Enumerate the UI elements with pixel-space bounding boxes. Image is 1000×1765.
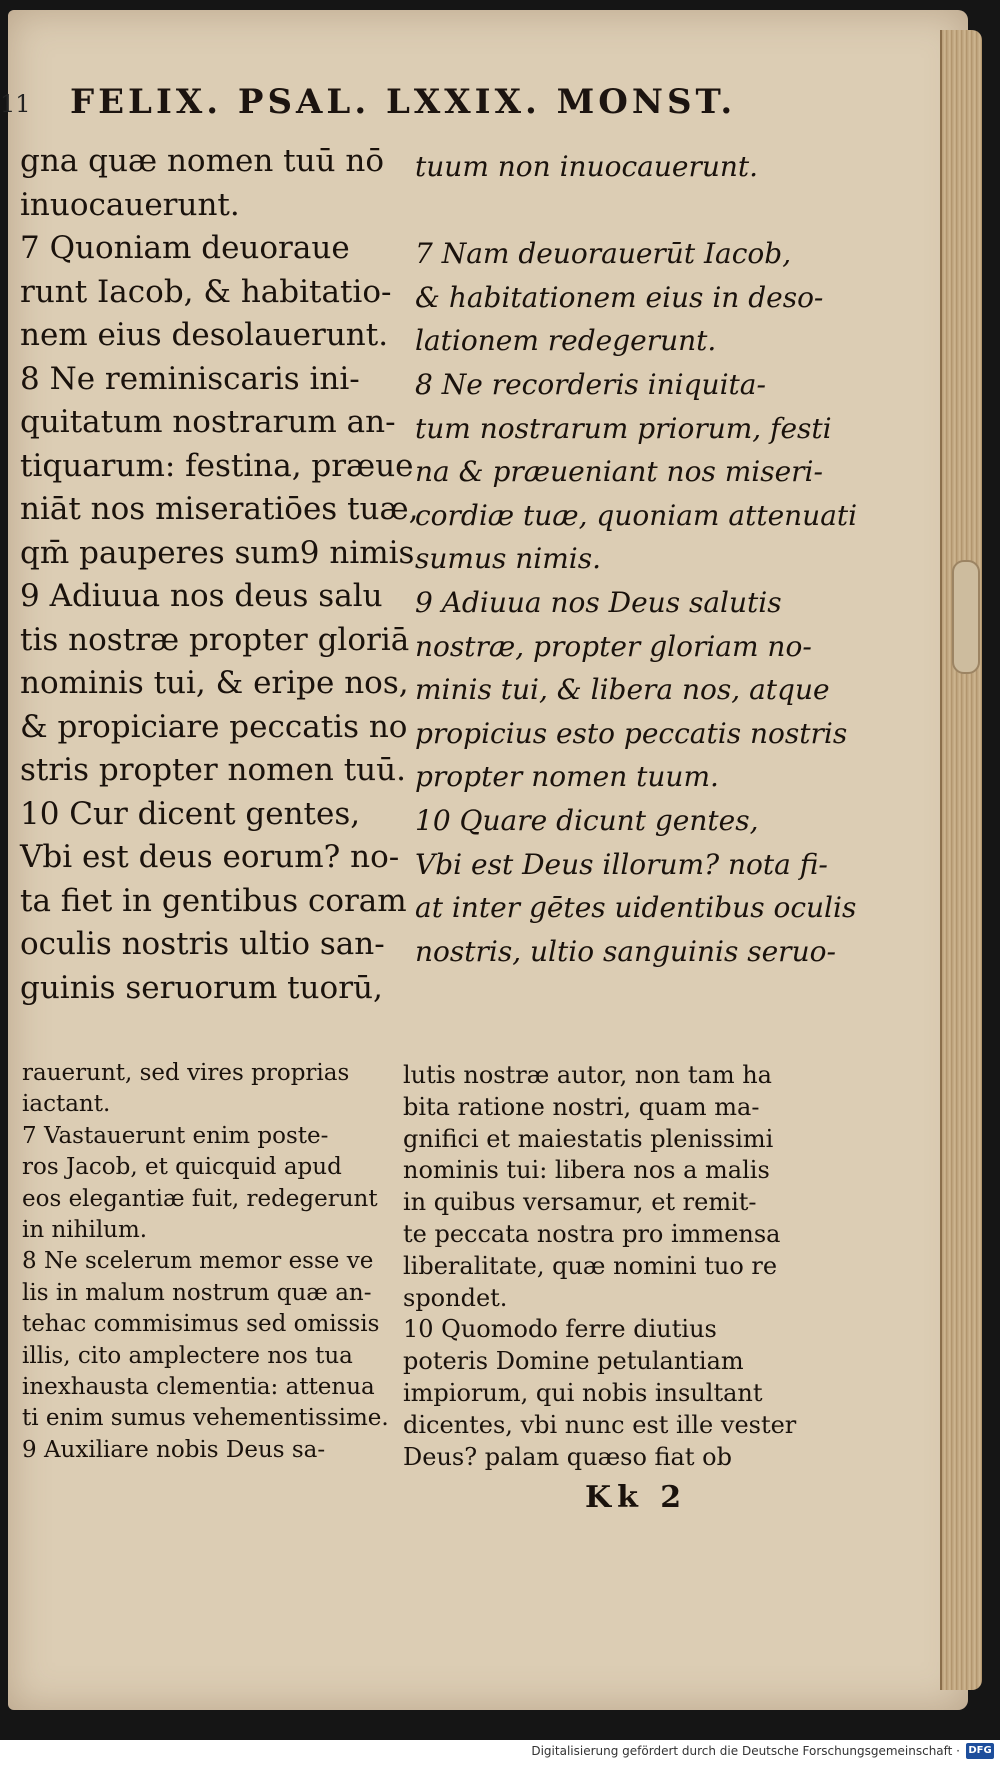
text-line: 7 Nam deuorauerūt Iacob, [415,237,792,271]
text-line: nominis tui: libera nos a malis [403,1156,770,1185]
text-line: poteris Domine petulantiam [403,1347,744,1376]
text-line: stris propter nomen tuū. [20,752,406,788]
text-line: dicentes, vbi nunc est ille vester [403,1410,797,1439]
text-line: niāt nos miseratiōes tuæ, [20,491,419,527]
text-line: impiorum, qui nobis insultant [403,1378,763,1407]
text-line: nem eius desolauerunt. [20,317,389,353]
text-line: 8 Ne scelerum memor esse ve [22,1248,374,1275]
text-line: qm̄ pauperes sum9 nimis [20,534,415,571]
text-line: 9 Adiuua nos Deus salutis [415,585,782,619]
commentary-right-column [403,1060,823,1473]
text-line: ti enim sumus vehementissime. [22,1405,389,1432]
text-line: 10 Quomodo ferre diutius [403,1315,717,1344]
signature-mark: Kk 2 [585,1480,688,1515]
text-line: guinis seruorum tuorū, [20,969,383,1006]
text-line: 8 Ne recorderis iniquita- [415,367,766,401]
latin-left-column [20,140,419,1010]
text-line: lationem redegerunt. [415,324,717,358]
text-line: quitatum nostrarum an- [20,404,396,440]
text-line: propter nomen tuum. [415,760,719,794]
text-line: liberalitate, quæ nomini tuo re [403,1251,778,1280]
text-line: tehac commisimus sed omissis [22,1311,380,1338]
text-line: lutis nostræ autor, non tam ha [403,1061,772,1089]
commentary-left-column [22,1058,402,1466]
text-line: sumus nimis. [415,542,602,576]
text-line: nostræ, propter gloriam no- [415,629,812,663]
text-line: inuocauerunt. [20,186,240,223]
text-line: Vbi est deus eorum? no- [20,839,400,875]
text-line: at inter gētes uidentibus oculis [415,891,857,925]
text-line: inexhausta clementia: attenua [22,1374,375,1401]
text-line: minis tui, & libera nos, atque [415,673,830,707]
text-line: bita ratione nostri, quam ma- [403,1092,760,1121]
text-line: 10 Quare dicunt gentes, [415,803,759,837]
text-line: in nihilum. [22,1217,148,1244]
text-line: ros Jacob, et quicquid apud [22,1154,342,1181]
text-line: tis nostræ propter gloriā [20,621,410,658]
text-line: runt Iacob, & habitatio- [20,273,392,310]
text-line: 8 Ne reminiscaris ini- [20,360,360,397]
text-line: gnifici et maiestatis plenissimi [403,1124,774,1153]
text-line: na & præueniant nos miseri- [415,455,823,489]
text-line: in quibus versamur, et remit- [403,1188,757,1217]
text-line: 10 Cur dicent gentes, [20,795,361,832]
footer-credit: Digitalisierung gefördert durch die Deutsche Forschungsgemeinschaft · [531,1744,960,1758]
text-line: lis in malum nostrum quæ an- [22,1279,372,1306]
text-line: te peccata nostra pro immensa [403,1219,781,1248]
text-line: 9 Adiuua nos deus salu [20,578,383,614]
text-line: propicius esto peccatis nostris [415,716,848,750]
page-tab-marker [952,560,980,674]
dfg-logo: DFG [966,1743,994,1759]
text-line: tum nostrarum priorum, festi [415,411,832,445]
text-line: Vbi est Deus illorum? nota fi- [415,847,828,881]
text-line: 7 Vastauerunt enim poste- [22,1122,329,1149]
running-head: FELIX. PSAL. LXXIX. MONST. [70,82,737,122]
page-edges [940,30,982,1690]
text-line: & propiciare peccatis no [20,708,408,745]
text-line: illis, cito amplectere nos tua [22,1342,353,1369]
text-line: eos elegantiæ fuit, redegerunt [22,1185,378,1212]
text-line: Deus? palam quæso fiat ob [403,1442,732,1471]
text-line: nostris, ultio sanguinis seruo- [415,934,836,968]
text-line: ta fiet in gentibus coram [20,882,407,919]
text-line: iactant. [22,1091,111,1118]
text-line: rauerunt, sed vires proprias [22,1060,350,1086]
text-line: gna quæ nomen tuū nō [20,143,385,179]
text-line: tiquarum: festina, præue [20,447,414,484]
text-line: spondet. [403,1283,508,1312]
text-line [415,189,835,233]
text-line: & habitationem eius in deso- [415,280,824,314]
latin-right-column [415,145,858,973]
text-line: cordiæ tuæ, quoniam attenuati [415,498,858,532]
text-line: tuum non inuocauerunt. [415,150,759,183]
margin-mark: 11 [0,90,31,118]
text-line: nominis tui, & eripe nos, [20,665,409,701]
text-line: 7 Quoniam deuoraue [20,230,350,266]
text-line: 9 Auxiliare nobis Deus sa- [22,1436,326,1463]
text-line: oculis nostris ultio san- [20,926,385,962]
